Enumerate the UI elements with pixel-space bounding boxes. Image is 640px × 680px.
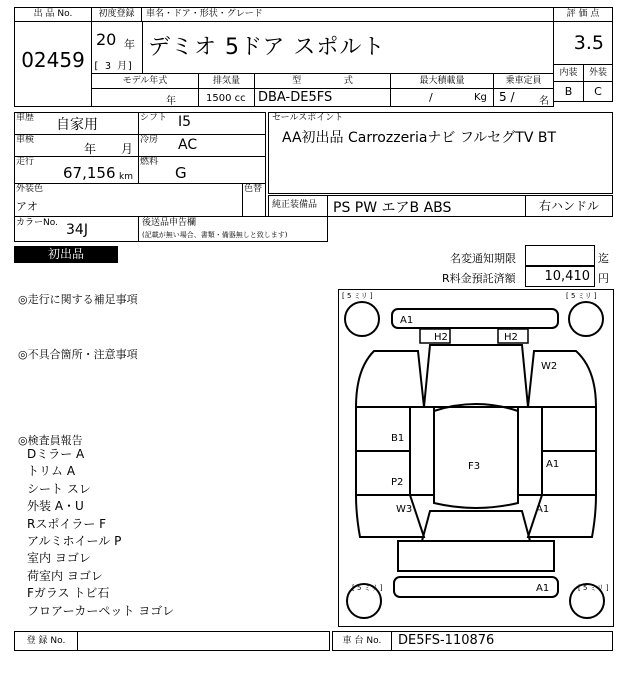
wheel-front-right	[569, 302, 603, 336]
equipment-label: 純正装備品	[272, 200, 318, 210]
roof	[434, 404, 518, 508]
mark-a1-right: A1	[546, 459, 560, 470]
inspector-line: フロアーカーペット ヨゴレ	[27, 603, 175, 618]
equipment-items: PS PW エアB ABS	[333, 200, 452, 216]
divider	[327, 196, 328, 216]
rear-bumper	[394, 577, 558, 597]
inspector-line: 室内 ヨゴレ	[27, 551, 91, 566]
first-reg-label: 初度登録	[91, 7, 142, 22]
inspector-line: シート スレ	[27, 481, 91, 496]
right-front-door	[542, 407, 596, 451]
color-change-label: 色替	[244, 184, 263, 194]
mark-w2: W2	[541, 361, 558, 372]
tire-depth-bl: [ 5 ミリ ]	[352, 584, 383, 592]
tire-depth-tr: [ 5 ミリ ]	[566, 292, 597, 300]
car-name-label: 車名・ドア・形状・グレード	[141, 7, 554, 22]
hood	[424, 345, 528, 407]
handle-side: 右ハンドル	[525, 195, 613, 217]
ext-color-cell	[14, 183, 243, 217]
defects-heading: ◎不具合箇所・注意事項	[18, 348, 138, 361]
mileage-unit: km	[119, 172, 133, 182]
color-no-value: 34J	[66, 222, 88, 238]
exterior-grade: C	[583, 81, 613, 102]
history-value: 自家用	[56, 117, 98, 133]
front-bumper	[392, 309, 558, 328]
chassis-number: DE5FS-110876	[398, 633, 495, 648]
left-rear-quarter	[356, 495, 424, 537]
history-label: 車歴	[16, 113, 35, 123]
rating-label: 評 価 点	[553, 7, 613, 22]
chassis-label: 車 台 No.	[332, 631, 392, 651]
rating-value: 3.5	[573, 32, 604, 54]
inspection-label: 車検	[16, 135, 35, 145]
sales-point-box	[268, 112, 613, 194]
lot-label: 出 品 No.	[14, 7, 92, 22]
sales-point-text: AA初出品 Carrozzeriaナビ フルセグTV BT	[282, 130, 557, 146]
capacity-value: 5 /	[499, 90, 515, 104]
mileage-label: 走行	[16, 157, 35, 167]
diagram-frame	[339, 290, 614, 627]
mark-h2-right: H2	[504, 332, 518, 343]
fuel-value: G	[175, 164, 187, 182]
ac-label: 冷房	[140, 135, 159, 145]
registration-label: 登 録 No.	[14, 631, 78, 651]
mark-p2: P2	[391, 477, 404, 488]
recycle-label: R料金預託済額	[442, 272, 516, 285]
load-slash: /	[429, 91, 433, 104]
inspector-line: トリム A	[27, 464, 76, 479]
divider	[142, 22, 143, 74]
ac-value: AC	[178, 137, 198, 153]
deadline-unit: 迄	[598, 252, 609, 265]
fuel-label: 燃料	[140, 157, 159, 167]
model-year-label: モデル年式	[91, 73, 199, 89]
right-pillar	[518, 407, 542, 495]
mark-f3: F3	[468, 461, 481, 472]
interior-label: 内装	[553, 64, 584, 82]
rear-hatch	[422, 511, 530, 541]
right-rear-quarter	[528, 495, 596, 537]
mark-a1-front: A1	[400, 315, 414, 326]
deadline-box	[525, 245, 595, 266]
exterior-label: 外装	[583, 64, 613, 82]
lot-number: 02459	[21, 48, 85, 72]
first-reg-year: 20	[96, 30, 117, 49]
recycle-unit: 円	[598, 272, 609, 285]
max-load-label: 最大積載量	[390, 73, 494, 89]
sales-point-label: セールスポイント	[272, 113, 344, 123]
left-pillar	[410, 407, 434, 495]
model-year-cell	[91, 88, 199, 107]
load-unit: Kg	[474, 92, 487, 103]
mark-b1: B1	[391, 433, 405, 444]
displacement-label: 排気量	[198, 73, 255, 89]
inspector-line: 荷室内 ヨゴレ	[27, 568, 103, 583]
displacement-value: 1500 cc	[206, 93, 246, 104]
car-damage-diagram	[338, 289, 614, 627]
inspector-line: 外装 A・U	[27, 499, 84, 514]
capacity-unit: 名	[539, 96, 549, 107]
type-code: DBA-DE5FS	[258, 90, 333, 105]
capacity-label: 乗車定員	[493, 73, 554, 89]
first-reg-month: [ 3 月]	[93, 61, 134, 72]
right-rear-door	[542, 451, 596, 495]
first-reg-year-unit: 年	[124, 38, 135, 51]
wheel-front-left	[345, 302, 379, 336]
first-listing-badge: 初出品	[14, 246, 118, 263]
tire-depth-tl: [ 5 ミリ ]	[342, 292, 373, 300]
deadline-label: 名変通知期限	[450, 252, 516, 265]
inspection-month: 月	[121, 142, 134, 156]
shift-label: シフト	[140, 113, 168, 123]
inspector-lines	[27, 446, 174, 620]
mark-w3: W3	[396, 504, 413, 515]
ext-color-label: 外装色	[16, 184, 44, 194]
left-rear-door	[356, 451, 410, 495]
left-front-door	[356, 407, 410, 451]
car-name: デミオ 5ドア スポルト	[148, 35, 386, 60]
mark-h2-left: H2	[434, 332, 448, 343]
model-year-unit: 年	[166, 96, 176, 107]
left-front-fender	[356, 351, 424, 407]
color-no-label: カラーNo.	[16, 218, 58, 228]
recycle-value: 10,410	[525, 266, 595, 287]
declaration-note: (記載が無い場合、書類・備器無しと致します)	[142, 231, 288, 239]
mark-a1-rear: A1	[536, 583, 550, 594]
right-front-fender	[528, 351, 596, 407]
inspector-line: Rスポイラー F	[27, 516, 107, 531]
supplement-heading: ◎走行に関する補足事項	[18, 293, 138, 306]
ext-color-value: アオ	[16, 200, 38, 213]
inspector-heading: ◎検査員報告	[18, 434, 83, 447]
shift-value: I5	[178, 114, 192, 130]
mark-a1-rear-side: A1	[536, 504, 550, 515]
inspector-line: Dミラー A	[27, 447, 85, 461]
rear-panel	[398, 541, 554, 571]
interior-grade: B	[553, 81, 584, 102]
type-label: 型 式	[254, 73, 391, 89]
inspector-line: アルミホイール P	[27, 534, 122, 549]
inspector-line: Fガラス トビ石	[27, 586, 110, 601]
tire-depth-br: [ 5 ミリ ]	[578, 584, 609, 592]
declaration-label: 後送品申告欄	[142, 218, 197, 228]
inspection-year: 年	[84, 142, 97, 156]
mileage-value: 67,156	[63, 164, 116, 182]
